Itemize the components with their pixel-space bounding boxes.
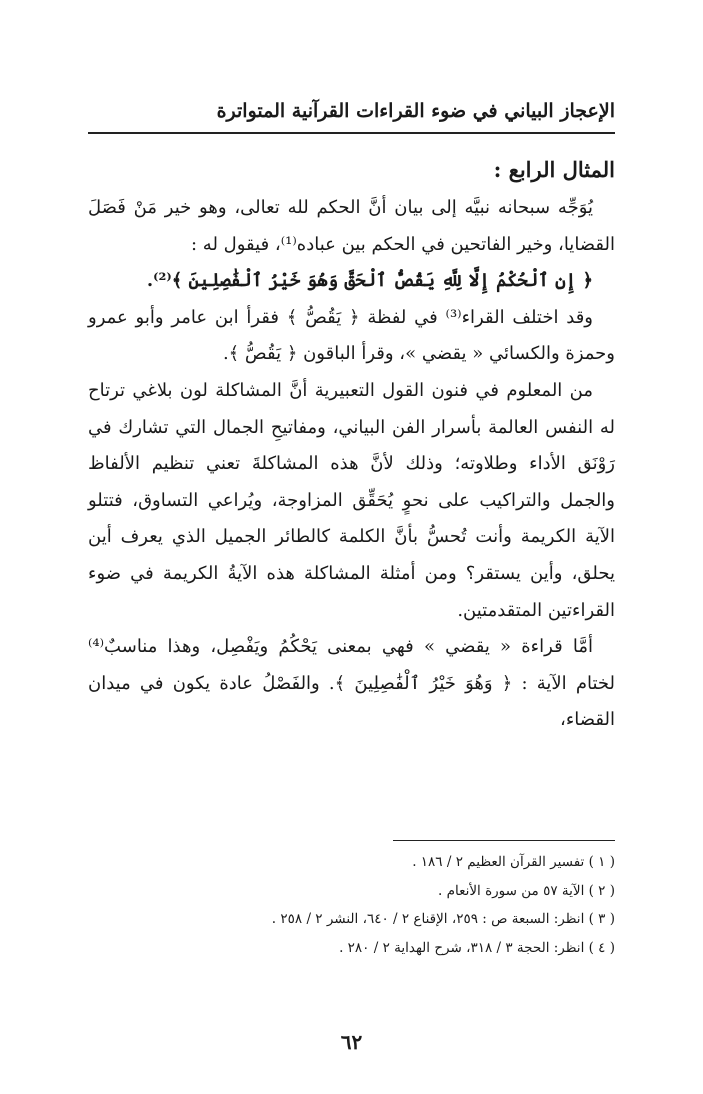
paragraph-readings: وقد اختلف القراء⁽³⁾ في لفظة ﴿ يَقُصُّ ﴾ فقرأ ابن عامر وأبو عمرو وحمزة والكسائي « يقضي »، وقرأ الباقون ﴿ يَقُصُّ ﴾. [88,306,615,365]
paragraph-intro: يُوَجِّه سبحانه نبيَّه إلى بيان أنَّ الحكم لله تعالى، وهو خير مَنْ فَصَلَ القضايا، وخير الفاتحين في الحكم بين عباده⁽¹⁾، فيقول له : [88,197,615,255]
footnote-2: ( ٢ ) الآية ٥٧ من سورة الأنعام . [438,882,615,899]
main-text [88,150,615,739]
quran-verse: ﴿ إِنِ ٱلْحُكْمُ إِلَّا لِلَّهِ يَقُصُّ ٱلْحَقَّ وَهُوَ خَيْرُ ٱلْفَٰصِلِينَ ﴾⁽²⁾. [146,270,593,292]
page-number: ٦٢ [340,1030,363,1054]
paragraph-mushakala: من المعلوم في فنون القول التعبيرية أنَّ المشاكلة لون بلاغي ترتاح له النفس العالمة بأسرار الفن البياني، ومفاتيحِ الجمال التي تشارك في رَوْنَق الأداء وطلاوته؛ وذلك لأنَّ هذه المشاكلةَ تعني تنظيم الألفاظ والجمل والتراكيب على نحوٍ يُحَقِّق المزاوجة، ويُراعي التساوق، فتتلو الآية الكريمة وأنت تُحسُّ بأنَّ الكلمة كالطائر الجميل الذي يعرف أين يحلق، وأين يستقر؟ ومن أمثلة المشاكلة هذه الآيةُ الكريمة في ضوء القراءتين المتقدمتين. [88,379,616,621]
section-title: المثال الرابع : [493,157,615,182]
footnote-4: ( ٤ ) انظر: الحجة ٣ / ٣١٨، شرح الهداية ٢ / ٢٨٠ . [339,939,615,956]
running-title: الإعجاز البياني في ضوء القراءات القرآنية المتواترة [216,100,615,122]
footnotes [88,848,615,962]
footnote-rule [393,840,615,841]
paragraph-yaqdi: أمَّا قراءة « يقضي » فهي بمعنى يَحْكُمُ ويَفْصِل، وهذا مناسبٌ⁽⁴⁾ لختام الآية : ﴿ وَهُوَ خَيْرُ ٱلْفَٰصِلِينَ ﴾. والفَصْلُ عادة يكون في ميدان القضاء، [88,636,615,731]
footnote-3: ( ٣ ) انظر: السبعة ص : ٢٥٩، الإقناع ٢ / ٦٤٠، النشر ٢ / ٢٥٨ . [271,911,615,927]
header-rule [88,132,615,134]
footnote-1: ( ١ ) تفسير القرآن العظيم ٢ / ١٨٦ . [412,854,615,870]
